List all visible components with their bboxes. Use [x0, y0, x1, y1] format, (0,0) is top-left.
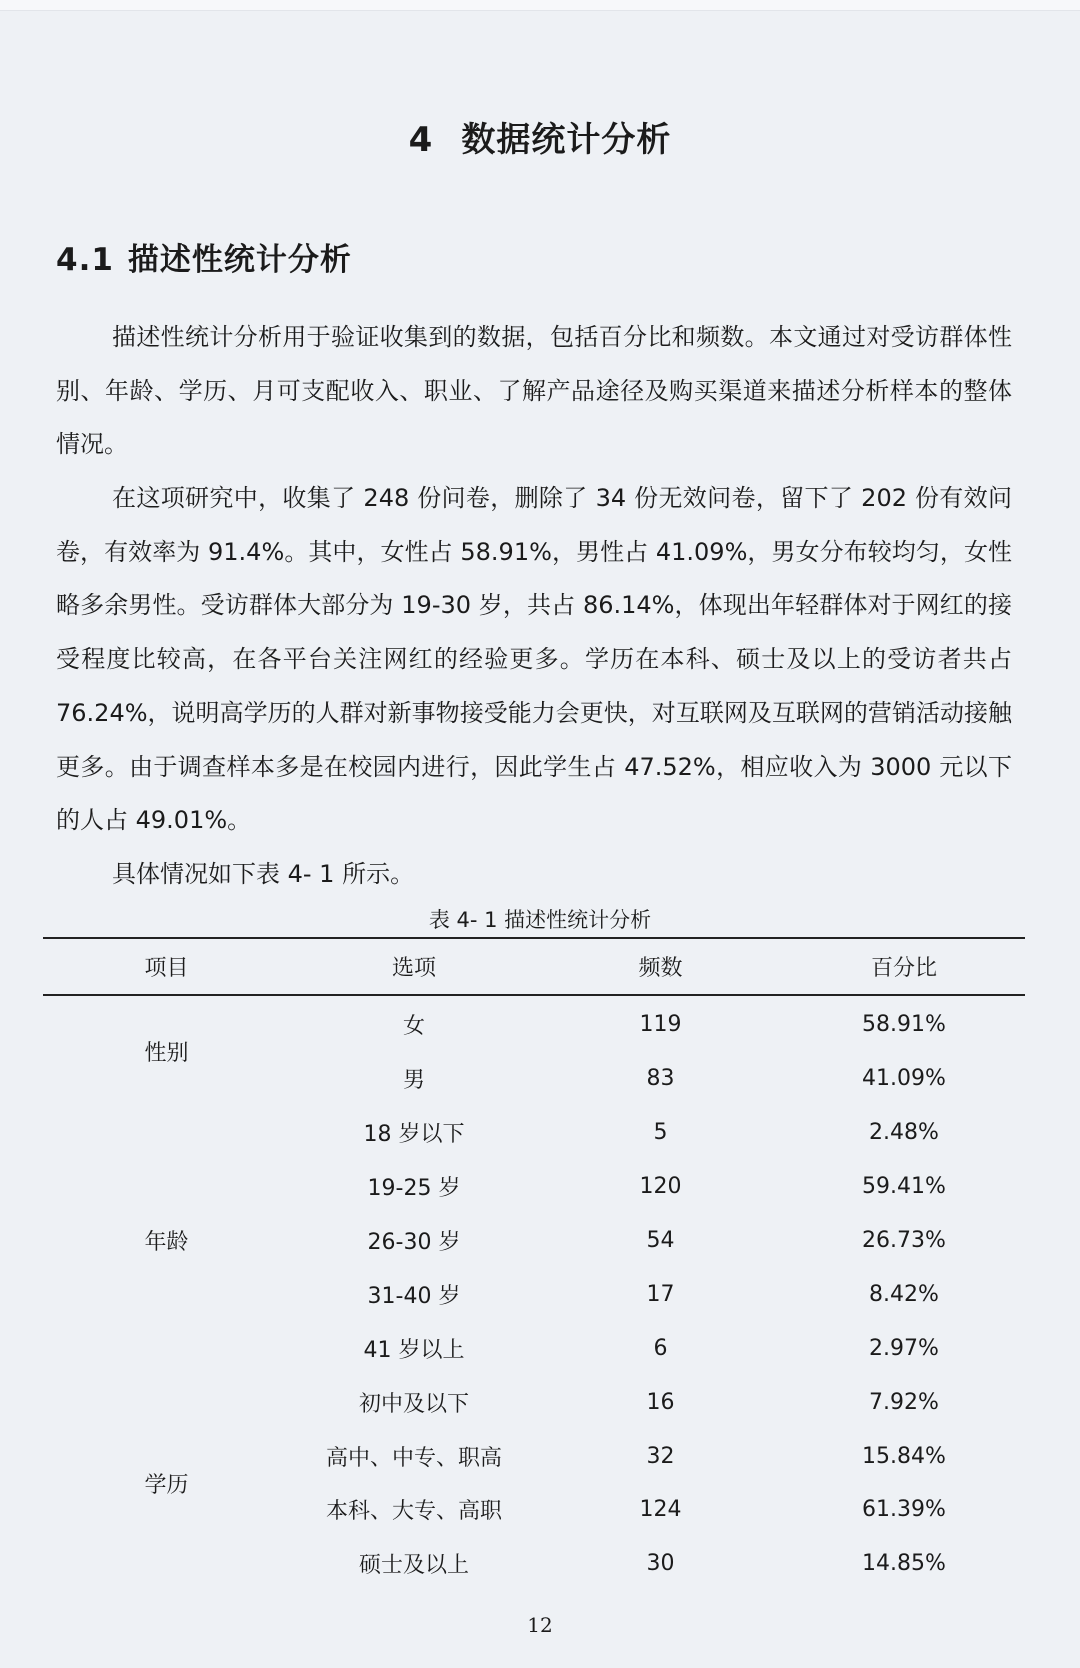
header-item: 项目: [144, 956, 189, 981]
cell-option: 初中及以下: [358, 1391, 469, 1417]
paragraph-intro: 描述性统计分析用于验证收集到的数据，包括百分比和频数。本文通过对受访群体性别、年龄、学历、月可支配收入、职业、了解产品途径及购买渠道来描述分析样本的整体情况。: [56, 323, 1012, 459]
cell-frequency: 16: [646, 1389, 675, 1415]
cell-percentage: 41.09%: [862, 1066, 946, 1092]
cell-percentage: 8.42%: [869, 1281, 939, 1307]
cell-percentage: 2.97%: [869, 1335, 939, 1361]
chapter-title: [0, 112, 1080, 161]
header-frequency: 频数: [638, 956, 683, 981]
cell-frequency: 83: [646, 1066, 675, 1092]
chapter-number: 4: [408, 120, 434, 160]
cell-percentage: 7.92%: [869, 1389, 939, 1415]
cell-frequency: 124: [639, 1497, 682, 1523]
cell-frequency: 17: [646, 1281, 675, 1307]
cell-frequency: 54: [646, 1228, 675, 1253]
cell-percentage: 58.91%: [862, 1012, 946, 1038]
cell-option: 19-25 岁: [367, 1176, 461, 1202]
stats-table: [43, 937, 1025, 1591]
cell-frequency: 119: [639, 1012, 682, 1038]
cell-frequency: 6: [653, 1335, 668, 1361]
table-row: [290, 1106, 1025, 1160]
cell-frequency: 30: [646, 1551, 675, 1577]
table-row: [290, 1267, 1025, 1321]
section-title: [56, 234, 352, 279]
section-title-text: 描述性统计分析: [127, 242, 352, 278]
group-label: 年龄: [144, 1230, 189, 1255]
page-top-edge: [0, 0, 1080, 11]
cell-option: 女: [402, 1014, 425, 1040]
table-row: [290, 1375, 1025, 1429]
table-row: [290, 1429, 1025, 1483]
cell-percentage: 15.84%: [862, 1443, 946, 1469]
page-number: 12: [527, 1613, 553, 1637]
cell-percentage: 2.48%: [869, 1120, 939, 1146]
table-group-gender: [43, 998, 1025, 1106]
cell-percentage: 26.73%: [862, 1228, 946, 1253]
table-group-education: [43, 1375, 1025, 1591]
table-row: [290, 1160, 1025, 1214]
group-label: 学历: [144, 1472, 189, 1498]
cell-percentage: 14.85%: [862, 1551, 946, 1577]
section-number: 4.1: [56, 242, 114, 278]
paragraph-table-reference: 具体情况如下表 4- 1 所示。: [112, 860, 415, 888]
cell-frequency: 5: [653, 1120, 668, 1146]
cell-option: 硕士及以上: [358, 1553, 469, 1579]
cell-option: 本科、大专、高职: [325, 1499, 502, 1525]
table-header-row: [43, 939, 1025, 994]
cell-option: 男: [402, 1068, 425, 1094]
header-option: 选项: [391, 956, 436, 981]
group-label: 性别: [144, 1041, 189, 1067]
paragraph-findings: 在这项研究中，收集了 248 份问卷，删除了 34 份无效问卷，留下了 202 份有效问卷，有效率为 91.4%。其中，女性占 58.91%，男性占 41.09%，男女分布较均匀，女性略多余男性。受访群体大部分为 19-30 岁，共占 86.14%，体现出年轻群体对于网红的接受程度比较高，在各平台关注网红的经验更多。学历在本科、硕士及以上的受访者共占 76.24%，说明高学历的人群对新事物接受能力会更快，对互联网及互联网的营销活动接触更多。由于调查样本多是在校园内进行，因此学生占 47.52%，相应收入为 3000 元以下的人占 49.01%。: [56, 484, 1012, 835]
table-row: [290, 1214, 1025, 1268]
cell-frequency: 32: [646, 1443, 675, 1469]
cell-option: 31-40 岁: [367, 1283, 461, 1309]
header-percentage: 百分比: [870, 956, 937, 981]
table-row: [290, 1483, 1025, 1537]
cell-option: 高中、中专、职高: [325, 1445, 502, 1471]
cell-option: 26-30 岁: [367, 1230, 461, 1255]
table-row: [290, 998, 1025, 1052]
cell-frequency: 120: [639, 1174, 682, 1200]
chapter-title-text: 数据统计分析: [461, 120, 672, 160]
cell-option: 41 岁以上: [363, 1337, 465, 1363]
table-row: [290, 1052, 1025, 1106]
table-caption: 表 4- 1 描述性统计分析: [428, 908, 652, 932]
table-group-age: [43, 1106, 1025, 1375]
cell-percentage: 59.41%: [862, 1174, 946, 1200]
cell-option: 18 岁以下: [363, 1122, 465, 1148]
table-row: [290, 1321, 1025, 1375]
table-row: [290, 1537, 1025, 1591]
cell-percentage: 61.39%: [862, 1497, 946, 1523]
